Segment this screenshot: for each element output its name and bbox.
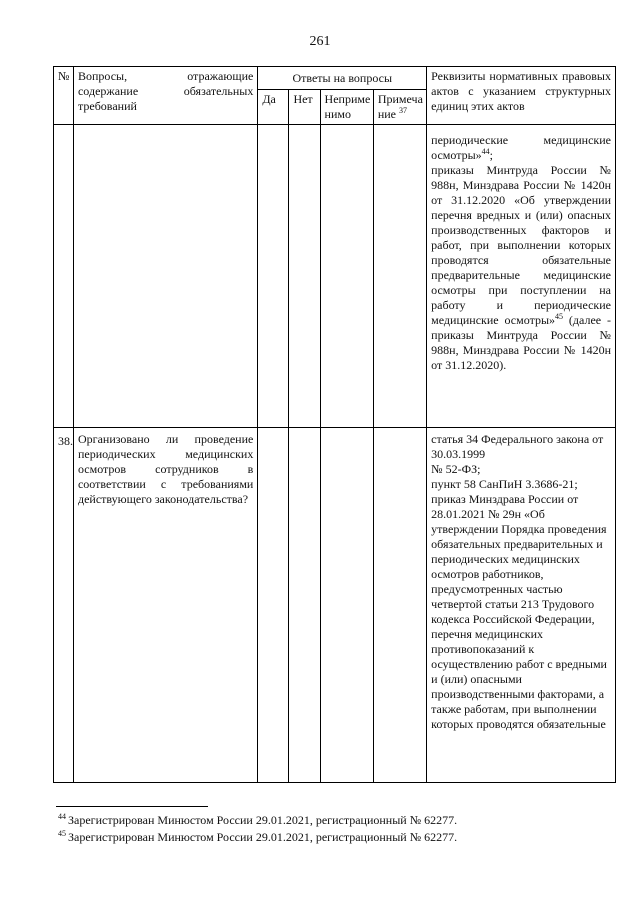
answer-no-cell xyxy=(289,428,320,783)
footnote-item xyxy=(58,812,618,829)
footnote-divider xyxy=(56,806,208,807)
header-num: № xyxy=(54,67,74,125)
header-note-footnote-ref: 37 xyxy=(399,106,407,115)
requisites-text-part1: периодические медицинские осмотры» xyxy=(431,133,611,162)
row-num-cell: 38. xyxy=(54,428,74,783)
header-note xyxy=(373,90,426,125)
answer-na-cell xyxy=(320,125,373,428)
footnote-ref-44: 44 xyxy=(481,147,490,156)
footnote-text: Зарегистрирован Минюстом России 29.01.2021, регистрационный № 62277. xyxy=(68,830,458,844)
table-row xyxy=(54,125,616,428)
header-no: Нет xyxy=(289,90,320,125)
header-questions: Вопросы, отражающие содержание обязательных требований xyxy=(73,67,257,125)
requirements-table xyxy=(53,66,616,783)
header-answers-group: Ответы на вопросы xyxy=(258,67,427,90)
answer-yes-cell xyxy=(258,428,289,783)
answer-note-cell xyxy=(373,125,426,428)
footnote-item xyxy=(58,829,618,846)
requisites-text-part2: ; приказы Минтруда России № 988н, Минздрава России № 1420н от 31.12.2020 «Об утверждении перечня вредных и (или) опасных производственных факторов и работ, при выполнении которых проводятся обязательные предварительные медицинские осмотры при поступлении на работу и периодические медицинские осмотры» xyxy=(431,148,611,327)
footnote-mark: 45 xyxy=(58,829,66,838)
row-requisites-cell: статья 34 Федерального закона от 30.03.1999 № 52-ФЗ; пункт 58 СанПиН 3.3686-21; приказ Минздрава России от 28.01.2021 № 29н «Об утверждении Порядка проведения обязательных предварительных и периодических медицинских осмотров работников, предусмотренных частью четвертой статьи 213 Трудового кодекса Российской Федерации, перечня медицинских противопоказаний к осуществлению работ с вредными и (или) опасными производственными факторами, а также работам, при выполнении которых проводятся обязательные xyxy=(427,428,616,783)
footnote-ref-45: 45 xyxy=(555,312,564,321)
footnote-text: Зарегистрирован Минюстом России 29.01.2021, регистрационный № 62277. xyxy=(68,813,458,827)
table-row xyxy=(54,428,616,783)
answer-na-cell xyxy=(320,428,373,783)
footnotes xyxy=(58,812,618,846)
answer-no-cell xyxy=(289,125,320,428)
row-num-cell xyxy=(54,125,74,428)
header-requisites: Реквизиты нормативных правовых актов с указанием структурных единиц этих актов xyxy=(427,67,616,125)
answer-note-cell xyxy=(373,428,426,783)
row-question-cell: Организовано ли проведение периодических медицинских осмотров сотрудников в соответствии с требованиями действующего законодательства? xyxy=(73,428,257,783)
header-note-label: Примеча ние xyxy=(377,92,423,121)
requisites-text-part3: (далее - приказы Минтруда России № 988н, Минздрава России № 1420н от 31.12.2020). xyxy=(431,313,611,372)
footnote-mark: 44 xyxy=(58,812,66,821)
row-requisites-cell xyxy=(427,125,616,428)
page-number: 261 xyxy=(309,34,331,49)
header-yes: Да xyxy=(258,90,289,125)
table-header-row xyxy=(54,67,616,90)
answer-yes-cell xyxy=(258,125,289,428)
header-not-applicable: Неприме нимо xyxy=(320,90,373,125)
row-question-cell xyxy=(73,125,257,428)
